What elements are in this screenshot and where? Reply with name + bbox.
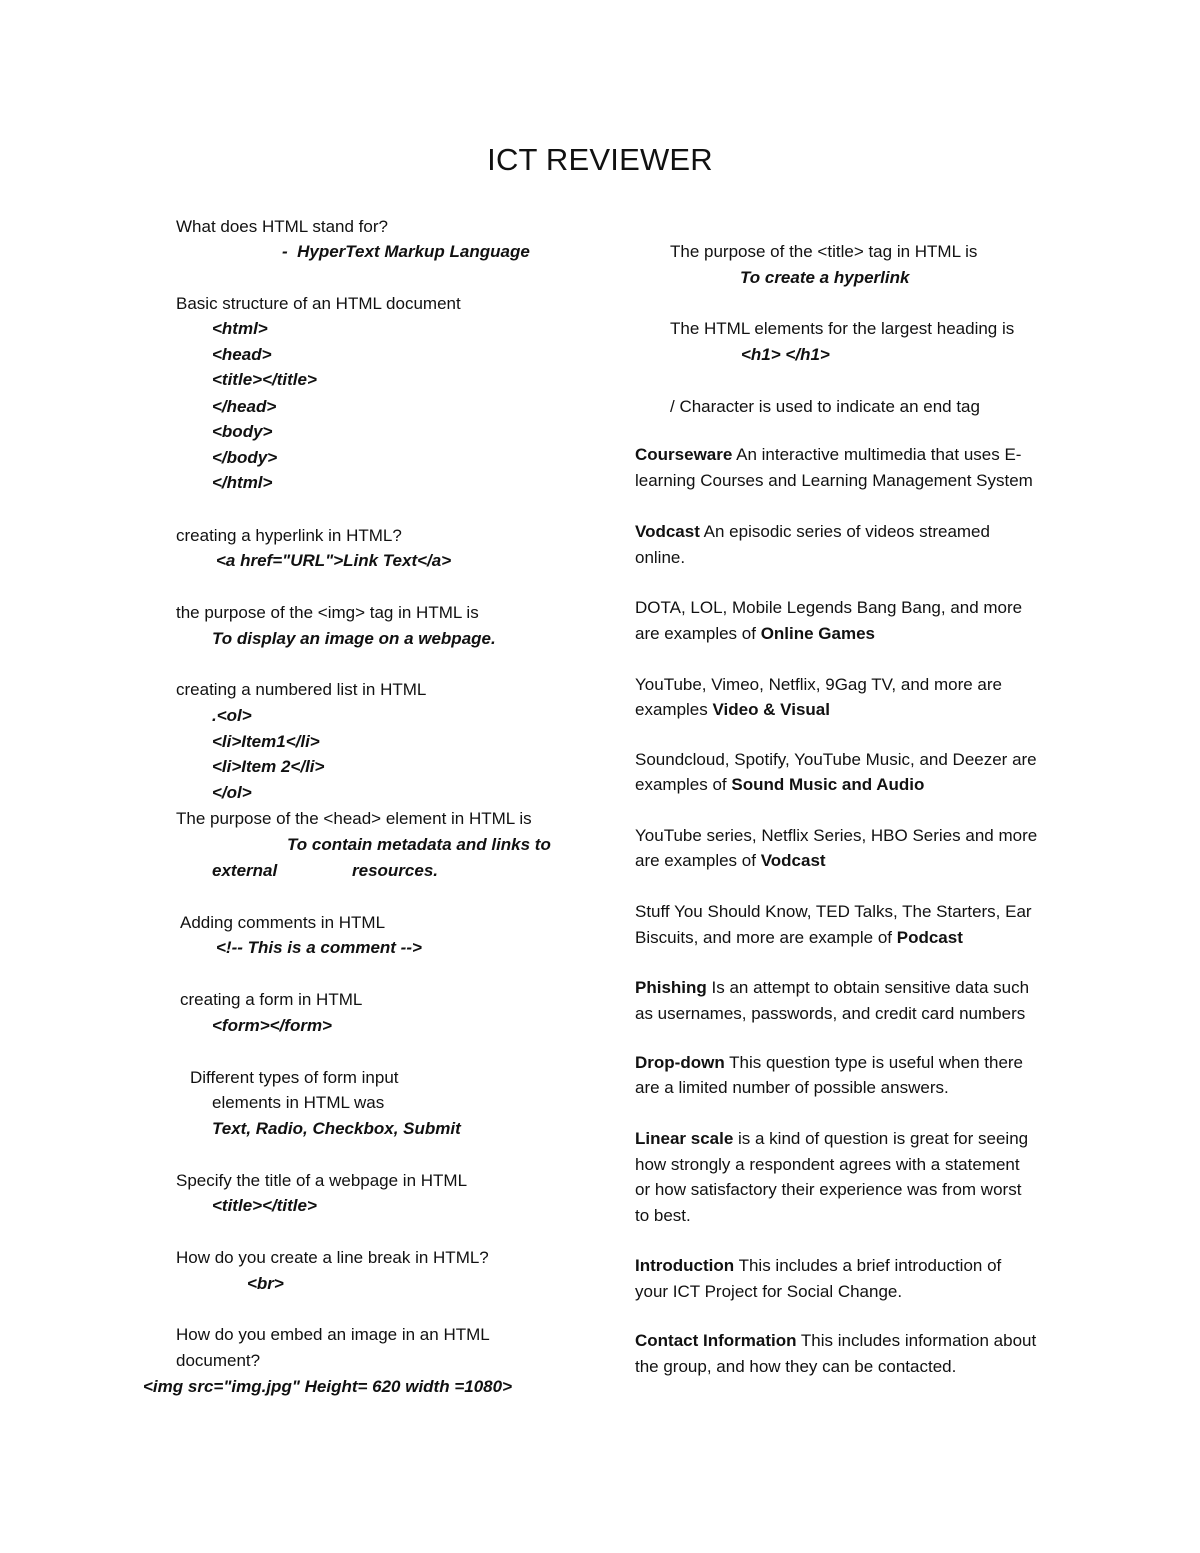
- structure-line: </body>: [212, 448, 278, 467]
- introduction-term: Introduction: [635, 1256, 735, 1275]
- phishing-line2: as usernames, passwords, and credit card numbers: [635, 1004, 1026, 1023]
- question-embed-image-line1: How do you embed an image in an HTML: [176, 1325, 490, 1344]
- podcast-term: Podcast: [896, 928, 963, 947]
- answer-input-types: Text, Radio, Checkbox, Submit: [212, 1119, 461, 1138]
- structure-line: <body>: [212, 422, 273, 441]
- answer-largest-heading: <h1> </h1>: [741, 345, 830, 364]
- list-line: .<ol>: [212, 706, 252, 725]
- dropdown-term: Drop-down: [635, 1053, 725, 1072]
- vodcast-term: Vodcast: [635, 522, 700, 541]
- question-basic-structure: Basic structure of an HTML document: [176, 294, 461, 313]
- structure-line: <head>: [212, 345, 272, 364]
- question-page-title: Specify the title of a webpage in HTML: [176, 1171, 468, 1190]
- linear-scale-line2: how strongly a respondent agrees with a statement: [635, 1155, 1020, 1174]
- answer-hyperlink: <a href="URL">Link Text</a>: [216, 551, 452, 570]
- answer-img-tag: To display an image on a webpage.: [212, 629, 496, 648]
- online-games-term: Online Games: [760, 624, 876, 643]
- podcast-line1: Stuff You Should Know, TED Talks, The Starters, Ear: [635, 902, 1032, 921]
- linear-scale-line3: or how satisfactory their experience was from worst: [635, 1180, 1022, 1199]
- question-form: creating a form in HTML: [180, 990, 363, 1009]
- question-numbered-list: creating a numbered list in HTML: [176, 680, 427, 699]
- question-input-types-line2: elements in HTML was: [212, 1093, 385, 1112]
- introduction-line2: your ICT Project for Social Change.: [635, 1282, 903, 1301]
- courseware-definition-line2: learning Courses and Learning Management System: [635, 471, 1033, 490]
- answer-html-acronym: - HyperText Markup Language: [282, 242, 530, 261]
- video-visual-term: Video & Visual: [712, 700, 830, 719]
- structure-line: <html>: [212, 319, 268, 338]
- sound-audio-term: Sound Music and Audio: [731, 775, 925, 794]
- list-line: <li>Item1</li>: [212, 732, 320, 751]
- structure-line: <title></title>: [212, 370, 317, 389]
- video-visual-line1: YouTube, Vimeo, Netflix, 9Gag TV, and more are: [635, 675, 1002, 694]
- question-line-break: How do you create a line break in HTML?: [176, 1248, 489, 1267]
- podcast-line2: Biscuits, and more are example of Podcast: [635, 928, 963, 947]
- online-games-line1: DOTA, LOL, Mobile Legends Bang Bang, and more: [635, 598, 1023, 617]
- page-title: ICT REVIEWER: [487, 142, 713, 177]
- introduction-line1: Introduction This includes a brief introduction of: [635, 1256, 1002, 1275]
- question-embed-image-line2: document?: [176, 1351, 261, 1370]
- linear-scale-term: Linear scale: [635, 1129, 734, 1148]
- answer-head-element-line2a: external: [212, 861, 278, 880]
- dropdown-line2: are a limited number of possible answers.: [635, 1078, 949, 1097]
- linear-scale-line4: to best.: [635, 1206, 691, 1225]
- answer-page-title: <title></title>: [212, 1196, 317, 1215]
- answer-embed-image: <img src="img.jpg" Height= 620 width =1080>: [143, 1377, 513, 1396]
- courseware-definition-line1: Courseware An interactive multimedia that uses E-: [635, 445, 1022, 464]
- question-html-acronym: What does HTML stand for?: [176, 217, 388, 236]
- answer-form: <form></form>: [212, 1016, 332, 1035]
- vodcast-series-line1: YouTube series, Netflix Series, HBO Series and more: [635, 826, 1038, 845]
- contact-information-line2: the group, and how they can be contacted.: [635, 1357, 957, 1376]
- answer-head-element-line1: To contain metadata and links to: [287, 835, 551, 854]
- courseware-term: Courseware: [635, 445, 733, 464]
- answer-head-element-line2b: resources.: [352, 861, 438, 880]
- vodcast-definition-line1: Vodcast An episodic series of videos streamed: [635, 522, 990, 541]
- video-visual-line2: examples Video & Visual: [635, 700, 830, 719]
- sound-audio-line1: Soundcloud, Spotify, YouTube Music, and Deezer are: [635, 750, 1037, 769]
- vodcast-series-term: Vodcast: [760, 851, 826, 870]
- list-line: <li>Item 2</li>: [212, 757, 325, 776]
- question-largest-heading: The HTML elements for the largest heading is: [670, 319, 1015, 338]
- question-comments: Adding comments in HTML: [180, 913, 386, 932]
- structure-line: </html>: [212, 473, 273, 492]
- question-input-types-line1: Different types of form input: [190, 1068, 399, 1087]
- contact-information-line1: Contact Information This includes information about: [635, 1331, 1037, 1350]
- phishing-line1: Phishing Is an attempt to obtain sensitive data such: [635, 978, 1030, 997]
- list-line: </ol>: [212, 783, 252, 802]
- sound-audio-line2: examples of Sound Music and Audio: [635, 775, 925, 794]
- question-title-tag: The purpose of the <title> tag in HTML is: [670, 242, 978, 261]
- dropdown-line1: Drop-down This question type is useful when there: [635, 1053, 1024, 1072]
- structure-line: </head>: [212, 397, 277, 416]
- question-hyperlink: creating a hyperlink in HTML?: [176, 526, 402, 545]
- end-tag-statement: / Character is used to indicate an end tag: [670, 397, 980, 416]
- answer-title-tag: To create a hyperlink: [740, 268, 910, 287]
- online-games-line2: are examples of Online Games: [635, 624, 876, 643]
- answer-line-break: <br>: [247, 1274, 284, 1293]
- vodcast-series-line2: are examples of Vodcast: [635, 851, 826, 870]
- question-head-element: The purpose of the <head> element in HTML is: [176, 809, 532, 828]
- linear-scale-line1: Linear scale is a kind of question is great for seeing: [635, 1129, 1029, 1148]
- answer-comments: <!-- This is a comment -->: [216, 938, 422, 957]
- question-img-tag: the purpose of the <img> tag in HTML is: [176, 603, 479, 622]
- vodcast-definition-line2: online.: [635, 548, 686, 567]
- contact-information-term: Contact Information: [635, 1331, 797, 1350]
- phishing-term: Phishing: [635, 978, 707, 997]
